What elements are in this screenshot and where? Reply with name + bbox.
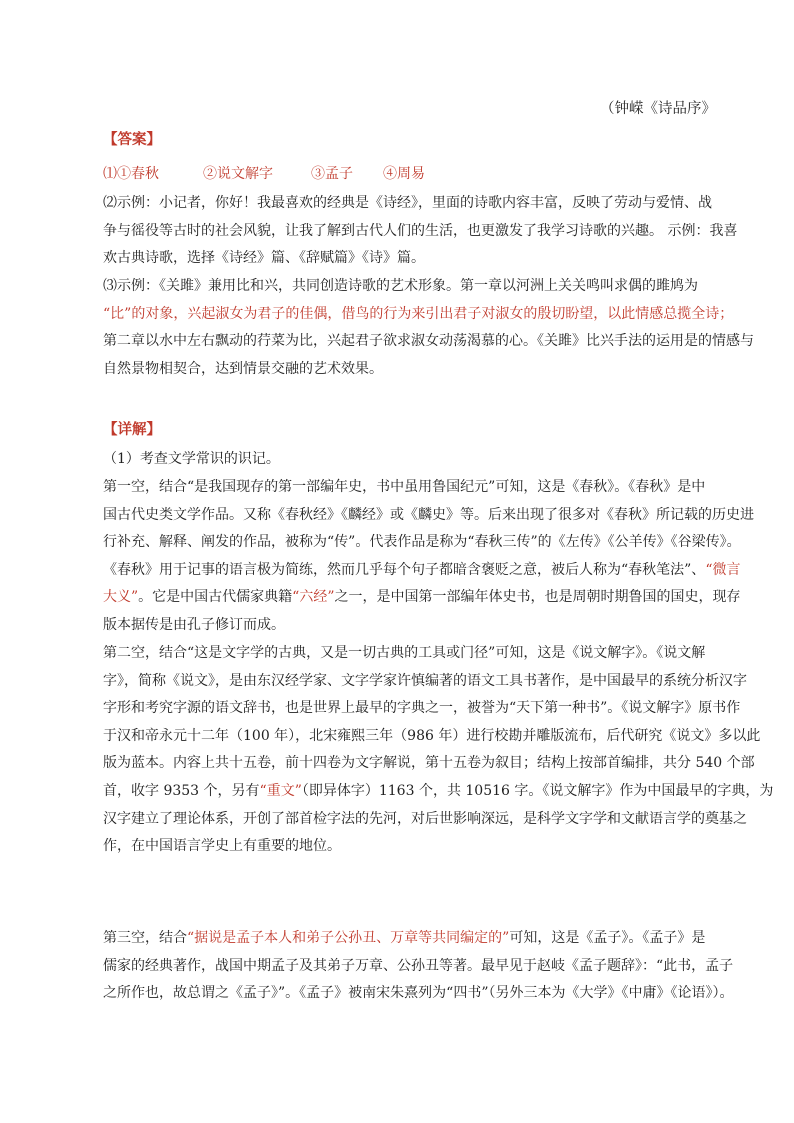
paragraph-2 — [103, 640, 774, 861]
answer-3-line: 自然景物相契合，达到情景交融的艺术效果。 — [103, 360, 383, 377]
answers-q1 — [103, 163, 425, 183]
paragraph-1 — [103, 474, 754, 640]
para-1-line: 《春秋》用于记事的语言极为简练，然而几乎每个句子都暗含褒贬之意，被后人称为“春秋笔法”、 — [103, 561, 706, 578]
answer-prefix: ⑴ — [103, 166, 117, 182]
para-1-line: 之一，是中国第一部编年体史书，也是周朝时期鲁国的国史，现存 — [334, 589, 741, 606]
para-1-line: 行补充、解释、阐发的作品，被称为“传”。代表作品是称为“春秋三传”的《左传》《公羊传》《谷梁传》。 — [103, 534, 741, 551]
para-1-red-text: “微言 — [705, 561, 741, 578]
para-2-line: 第二空，结合“这是文字学的古典，又是一切古典的工具或门径”可知，这是《说文解字》。《说文解 — [103, 645, 706, 661]
answer-2-line: ⑵示例：小记者，你好！我最喜欢的经典是《诗经》，里面的诗歌内容丰富，反映了劳动与爱情、战 — [103, 195, 712, 211]
answer-3-line: ⑶示例：《关雎》兼用比和兴，共同创造诗歌的艺术形象。第一章以河洲上关关鸣叫求偶的雎鸠为 — [103, 278, 698, 294]
para-2-line: 字》，简称《说文》，是由东汉经学家、文字学家许慎编著的语文工具书著作，是中国最早的系统分析汉字 — [103, 672, 747, 689]
para-2-line: 作，在中国语言学史上有重要的地位。 — [103, 838, 341, 855]
answer-heading: 【答案】 — [103, 131, 161, 148]
para-1-line: 第一空，结合“是我国现存的第一部编年史，书中虽用鲁国纪元”可知，这是《春秋》。《春秋》是中 — [103, 479, 706, 495]
answer-2 — [103, 190, 738, 273]
answer-3-line: 第二章以水中左右飘动的荇菜为比，兴起君子欲求淑女动荡渴慕的心。《关雎》比兴手法的运用是的情感与 — [103, 333, 754, 350]
answer-3 — [103, 273, 754, 383]
para-3-red-text: “据说是孟子本人和弟子公孙丑、万章等共同编定的” — [187, 930, 510, 946]
para-2-line: 于汉和帝永元十二年（100 年），北宋雍熙三年（986 年）进行校勘并雕版流布，后代研究《说文》多以此 — [103, 727, 761, 744]
detail-intro — [103, 446, 723, 474]
para-2-line: 首，收字 9353 个，另有 — [103, 782, 260, 799]
answer-item-3: ③孟子 — [311, 166, 353, 182]
detail-intro-text: （1）考查文学常识的识记。 — [103, 451, 280, 467]
para-2-line: 汉字建立了理论体系，开创了部首检字法的先河，对后世影响深远，是科学文字学和文献语言学的奠基之 — [103, 810, 747, 827]
para-1-line: 。它是中国古代儒家典籍 — [138, 589, 293, 606]
answer-item-1: ①春秋 — [117, 166, 159, 182]
answer-3-line: “比”的对象，兴起淑女为君子的佳偶，借鸟的行为来引出君子对淑女的殷切盼望，以此情感总揽全诗； — [103, 305, 734, 322]
para-1-line: 国古代史类文学作品。又称《春秋经》《麟经》或《麟史》等。后来出现了很多对《春秋》所记载的历史进 — [103, 506, 754, 523]
para-2-line: （即异体字）1163 个，共 10516 字。《说文解字》作为中国最早的字典，为 — [301, 782, 774, 799]
answer-item-2: ②说文解字 — [203, 166, 273, 182]
para-2-line: 版为蓝本。内容上共十五卷，前十四卷为文字解说，第十五卷为叙目；结构上按部首编排，共分 540 个部 — [103, 755, 755, 772]
para-3-line: 第三空，结合 — [103, 930, 187, 946]
para-2-red-text: “重文” — [259, 782, 302, 799]
answer-item-4: ④周易 — [383, 166, 425, 182]
source-citation: （钟嵘《诗品序》 — [600, 101, 716, 117]
para-3-line: 儒家的经典著作，战国中期孟子及其弟子万章、公孙丑等著。最早见于赵岐《孟子题辞》：“此书，孟子 — [103, 957, 734, 974]
para-2-line: 字形和考究字源的语文辞书，也是世界上最早的字典之一，被誉为“天下第一种书”。《说文解字》原书作 — [103, 700, 741, 717]
paragraph-3 — [103, 925, 734, 1008]
para-3-line: 可知，这是《孟子》。《孟子》是 — [509, 930, 706, 946]
para-1-line: 版本据传是由孔子修订而成。 — [103, 616, 285, 633]
para-3-line: 之所作也，故总谓之《孟子》”。《孟子》被南宋朱熹列为“四书”（另外三本为《大学》《中庸》《论语》）。 — [103, 985, 734, 1002]
answer-2-line: 争与徭役等古时的社会风貌，让我了解到古代人们的生活，也更激发了我学习诗歌的兴趣。 示例：我喜 — [103, 222, 738, 239]
detail-heading: 【详解】 — [103, 421, 161, 438]
para-1-red-text: “六经” — [292, 589, 335, 606]
para-1-red-text: 大义” — [103, 589, 139, 606]
answer-2-line: 欢古典诗歌，选择《诗经》篇、《辞赋篇》《诗》篇。 — [103, 250, 425, 267]
